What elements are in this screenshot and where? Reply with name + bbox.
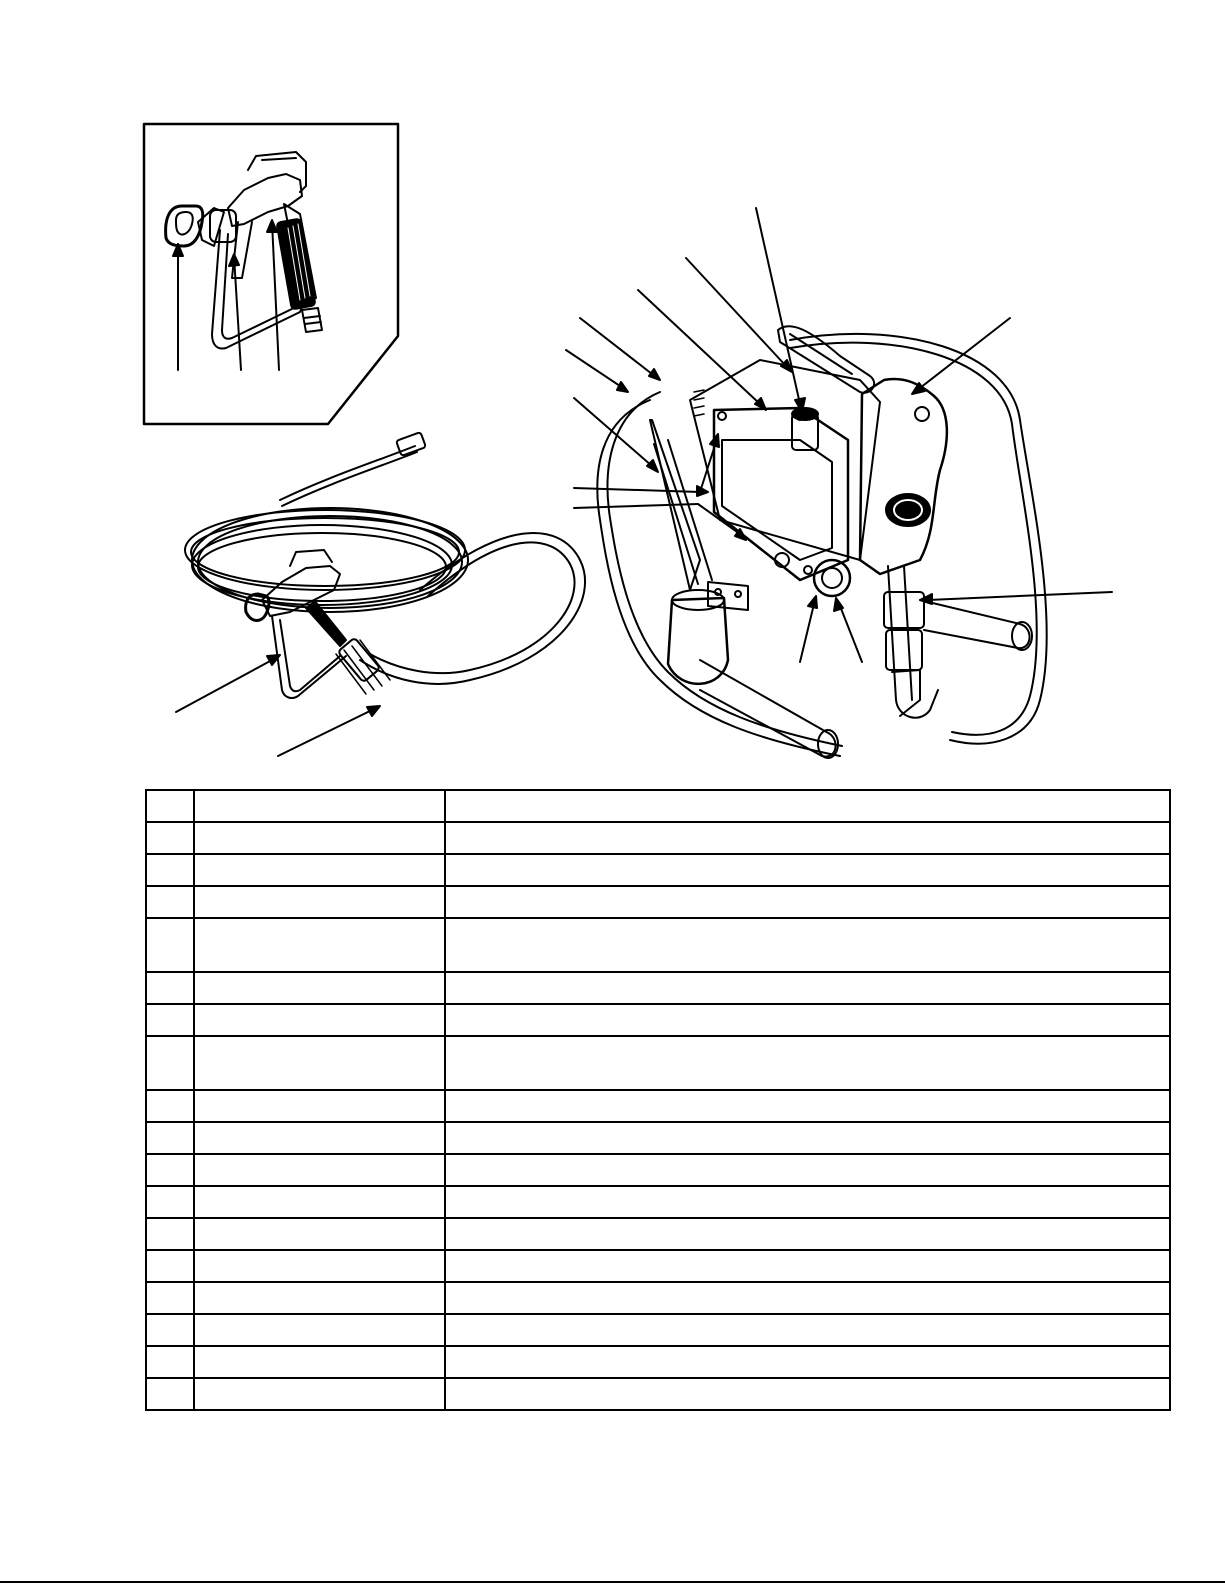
table-cell: [194, 1250, 445, 1282]
table-row: [146, 790, 1170, 822]
table-cell: [194, 822, 445, 854]
hose-and-gun-drawing: [185, 432, 585, 698]
table-row: [146, 1154, 1170, 1186]
table-cell: [146, 1154, 194, 1186]
table-row: [146, 1346, 1170, 1378]
table-cell: [445, 1218, 1170, 1250]
table-cell: [146, 1314, 194, 1346]
table-cell: [194, 1186, 445, 1218]
table-cell: [194, 1090, 445, 1122]
table-cell: [146, 972, 194, 1004]
table-cell: [194, 1004, 445, 1036]
table-cell: [445, 1122, 1170, 1154]
table-cell: [445, 1036, 1170, 1090]
table-cell: [194, 1218, 445, 1250]
table-cell: [445, 1154, 1170, 1186]
table-cell: [146, 1282, 194, 1314]
table-cell: [445, 918, 1170, 972]
table-cell: [445, 886, 1170, 918]
table-cell: [146, 1090, 194, 1122]
gun-detail-inset: [144, 124, 398, 424]
parts-table: [145, 789, 1171, 1411]
table-row: [146, 1036, 1170, 1090]
table-cell: [146, 918, 194, 972]
spray-gun-detail-drawing: [166, 152, 322, 348]
table-cell: [194, 1122, 445, 1154]
table-cell: [445, 854, 1170, 886]
table-row: [146, 918, 1170, 972]
table-cell: [445, 1346, 1170, 1378]
table-row: [146, 1250, 1170, 1282]
table-cell: [445, 1090, 1170, 1122]
table-cell: [445, 1186, 1170, 1218]
table-row: [146, 822, 1170, 854]
table-row: [146, 1004, 1170, 1036]
table-cell: [194, 972, 445, 1004]
footer-rule: [0, 1581, 1225, 1583]
table-cell: [194, 790, 445, 822]
table-cell: [146, 790, 194, 822]
table-cell: [146, 854, 194, 886]
table-cell: [194, 1282, 445, 1314]
component-illustration: [0, 0, 1225, 790]
table-cell: [194, 918, 445, 972]
table-cell: [445, 790, 1170, 822]
table-cell: [194, 1036, 445, 1090]
table-cell: [194, 1154, 445, 1186]
table-cell: [445, 972, 1170, 1004]
table-row: [146, 1218, 1170, 1250]
table-cell: [146, 1378, 194, 1410]
table-cell: [146, 1036, 194, 1090]
table-cell: [194, 854, 445, 886]
table-cell: [146, 1186, 194, 1218]
table-cell: [146, 1346, 194, 1378]
table-row: [146, 1090, 1170, 1122]
table-row: [146, 1282, 1170, 1314]
table-cell: [146, 1218, 194, 1250]
table-row: [146, 1378, 1170, 1410]
table-cell: [194, 1314, 445, 1346]
table-cell: [146, 886, 194, 918]
table-row: [146, 1314, 1170, 1346]
table-row: [146, 854, 1170, 886]
table-cell: [194, 1378, 445, 1410]
table-cell: [194, 886, 445, 918]
table-row: [146, 886, 1170, 918]
table-cell: [146, 1250, 194, 1282]
table-cell: [445, 1378, 1170, 1410]
table-cell: [445, 1004, 1170, 1036]
table-row: [146, 1122, 1170, 1154]
table-cell: [146, 1122, 194, 1154]
hose-callout-leaders: [176, 655, 380, 756]
table-cell: [194, 1346, 445, 1378]
table-row: [146, 1186, 1170, 1218]
table-cell: [146, 822, 194, 854]
table-cell: [445, 1250, 1170, 1282]
sprayer-unit-drawing: [597, 326, 1046, 758]
table-cell: [146, 1004, 194, 1036]
table-cell: [445, 822, 1170, 854]
table-cell: [445, 1282, 1170, 1314]
table-cell: [445, 1314, 1170, 1346]
table-row: [146, 972, 1170, 1004]
